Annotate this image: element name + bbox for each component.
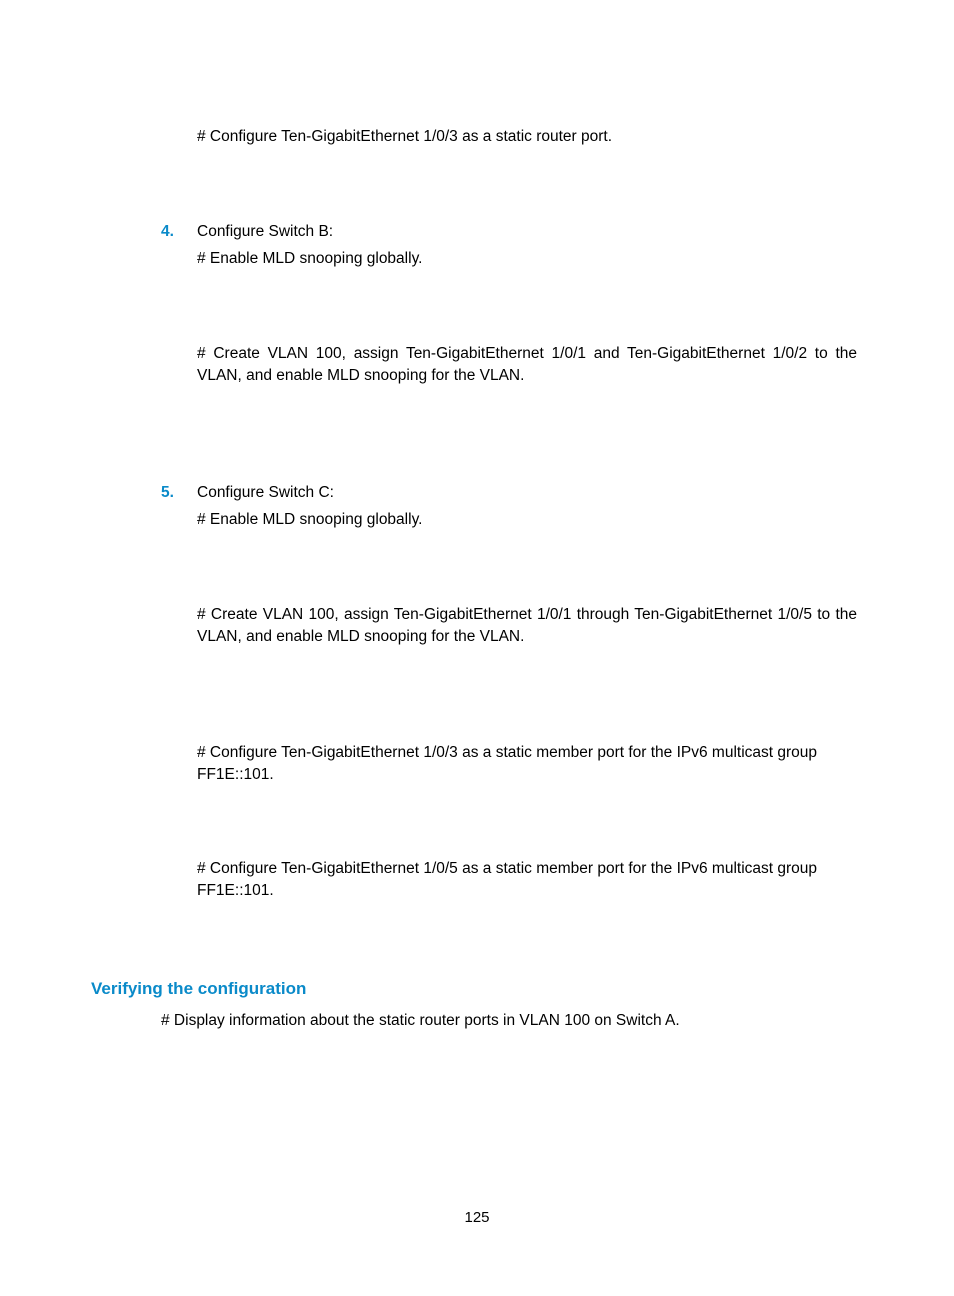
step-4-enable-mld-text: # Enable MLD snooping globally.	[197, 250, 423, 267]
step-5-static-member-port-5-text: # Configure Ten-GigabitEthernet 1/0/5 as a static member port for the IPv6 multicast group FF1E::101.	[197, 860, 818, 899]
section-heading: Verifying the configuration	[91, 979, 307, 998]
step-5-create-vlan-text: # Create VLAN 100, assign Ten-GigabitEthernet 1/0/1 through Ten-GigabitEthernet 1/0/5 to the VLAN, and enable MLD snooping for the VLAN.	[197, 606, 857, 645]
step-number-5: 5.	[161, 484, 174, 501]
configure-static-router-port-text: # Configure Ten-GigabitEthernet 1/0/3 as a static router port.	[197, 128, 613, 145]
step-5-title: Configure Switch C:	[197, 484, 334, 501]
step-5-enable-mld-text: # Enable MLD snooping globally.	[197, 511, 423, 528]
step-4-create-vlan-text: # Create VLAN 100, assign Ten-GigabitEthernet 1/0/1 and Ten-GigabitEthernet 1/0/2 to the VLAN, and enable MLD snooping for the VLAN.	[197, 345, 857, 384]
page-number: 125	[464, 1209, 490, 1226]
step-4-title: Configure Switch B:	[197, 223, 334, 240]
step-5-static-member-port-3-text: # Configure Ten-GigabitEthernet 1/0/3 as a static member port for the IPv6 multicast group FF1E::101.	[197, 744, 818, 783]
display-static-router-ports-text: # Display information about the static router ports in VLAN 100 on Switch A.	[161, 1012, 680, 1029]
step-number-4: 4.	[161, 223, 174, 240]
